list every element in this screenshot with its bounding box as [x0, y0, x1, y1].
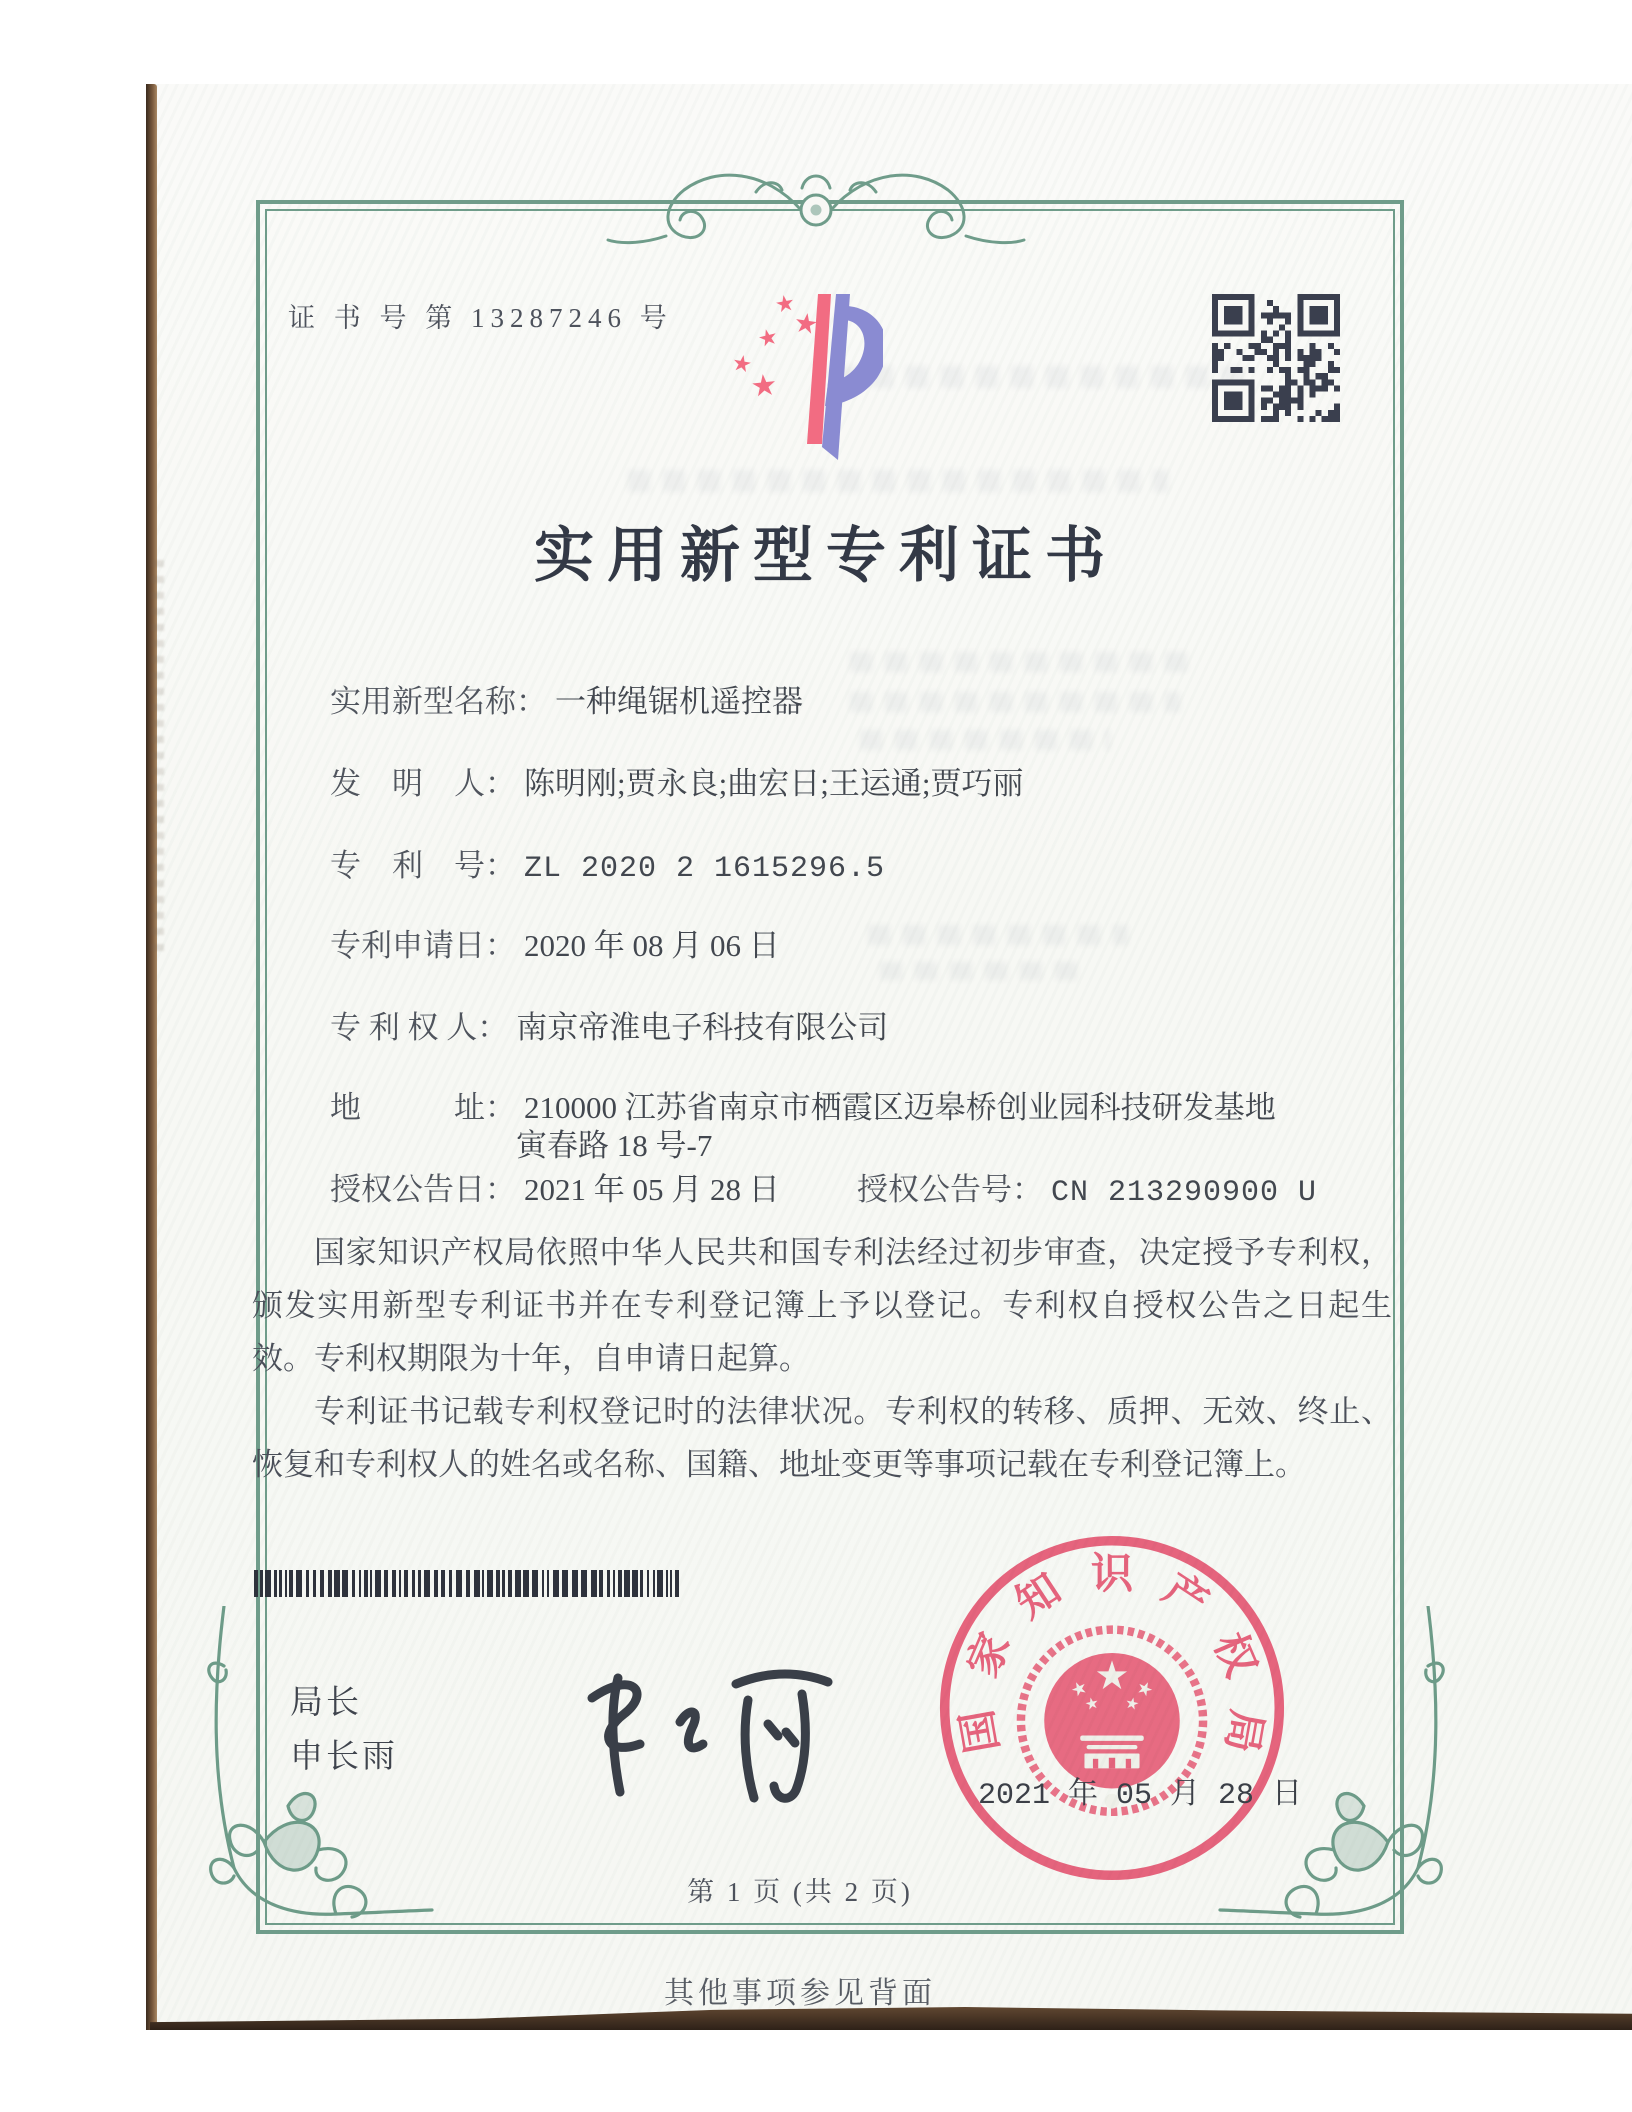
certificate-number: 证 书 号 第 13287246 号: [288, 303, 673, 333]
field-row-grant: [330, 1164, 1318, 1210]
field-label: 地 址：: [330, 1090, 516, 1125]
field-value: 南京帝淮电子科技有限公司: [516, 1010, 889, 1045]
qr-code: [1212, 294, 1340, 422]
field-label: 专 利 权 人：: [330, 1010, 509, 1045]
signer-name: 申长雨: [290, 1739, 398, 1775]
field-grant-no: [857, 1164, 1317, 1210]
svg-text:国: 国: [953, 1706, 1008, 1757]
cnipa-logo: [668, 292, 883, 464]
field-value: 一种绳锯机遥控器: [555, 684, 803, 719]
legal-paragraph-2: 专利证书记载专利权登记时的法律状况。专利权的转移、质押、无效、终止、恢复和专利权人的姓名或名称、国籍、地址变更等事项记载在专利登记簿上。: [252, 1394, 1392, 1482]
top-border-medallion: [606, 152, 1026, 252]
field-row-name: [330, 676, 803, 721]
barcode: [254, 1570, 684, 1600]
field-row-filing-date: [330, 920, 780, 965]
photo-left-edge: [146, 84, 157, 2030]
field-label: 实用新型名称：: [330, 684, 547, 719]
field-value: 陈明刚;贾永良;曲宏日;王运通;贾巧丽: [524, 766, 1024, 801]
field-row-patent-no: [330, 840, 885, 886]
signature-handwriting: [540, 1640, 870, 1830]
field-label: 授权公告号：: [857, 1172, 1043, 1207]
legal-paragraph-1: 国家知识产权局依照中华人民共和国专利法经过初步审查，决定授予专利权，颁发实用新型专利证书并在专利登记簿上予以登记。专利权自授权公告之日起生效。专利权期限为十年，自申请日起算。: [252, 1235, 1392, 1376]
back-side-note: 其他事项参见背面: [664, 1977, 936, 2010]
signer-title: 局长: [290, 1685, 362, 1721]
field-value-address-line2: 寅春路 18 号-7: [516, 1128, 713, 1163]
svg-text:知: 知: [1008, 1565, 1070, 1628]
field-value: 2020 年 08 月 06 日: [524, 928, 780, 963]
legal-text: [252, 1226, 1392, 1491]
page-indicator: 第 1 页 (共 2 页): [687, 1877, 913, 1907]
field-row-address: [330, 1082, 1276, 1127]
svg-text:局: 局: [1216, 1706, 1271, 1757]
certificate-title: 实用新型专利证书: [534, 523, 1118, 589]
field-value: ZL 2020 2 1615296.5: [524, 852, 886, 886]
field-row-patentee: [330, 1002, 888, 1047]
seal-date: 2021 年 05 月 28 日: [978, 1779, 1303, 1813]
field-label: 授权公告日：: [330, 1172, 516, 1207]
field-value: CN 213290900 U: [1051, 1176, 1318, 1210]
svg-text:识: 识: [1090, 1551, 1134, 1599]
field-label: 专 利 号：: [330, 848, 516, 883]
official-seal: [932, 1528, 1292, 1888]
field-label: 专利申请日：: [330, 928, 516, 963]
svg-text:权: 权: [1204, 1626, 1265, 1684]
field-row-inventors: [330, 758, 1023, 803]
field-label: 发 明 人：: [330, 766, 516, 801]
field-value: 2021 年 05 月 28 日: [524, 1172, 780, 1207]
field-value: 210000 江苏省南京市栖霞区迈皋桥创业园科技研发基地: [524, 1090, 1276, 1125]
svg-text:家: 家: [959, 1626, 1020, 1684]
bleed-through-edge-text: [152, 560, 164, 960]
svg-text:产: 产: [1154, 1565, 1216, 1628]
